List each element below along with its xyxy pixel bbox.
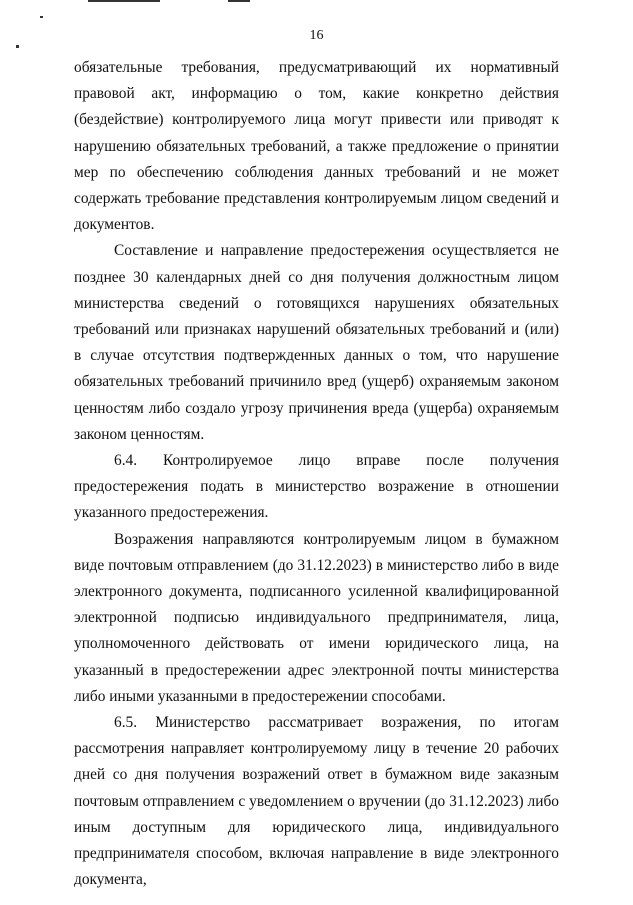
scan-artifact-top-line xyxy=(228,0,250,2)
paragraph-continuation: обязательные требования, предусматривающий их нормативный правовой акт, информацию о том, какие конкретно действия (бездействие) контролируемого лица могут привести или приводят к нарушению обязательных требований, а также предложение о принятии мер по обеспечению соблюдения данных требований и не может содержать требование представления контролируемым лицом сведений и документов. xyxy=(74,59,559,234)
paragraph-warning-timing: Составление и направление предостережения осуществляется не позднее 30 календарных дней со дня получения должностным лицом министерства сведений о готовящихся нарушениях обязательных требований или признаках нарушений обязательных требований и (или) в случае отсутствия подтвержденных данных о том, что нарушение обязательных требований причинило вред (ущерб) охраняемым законом ценностям либо создало угрозу причинения вреда (ущерба) охраняемым законом ценностям. xyxy=(74,242,559,443)
paragraph-clause-6-4: 6.4. Контролируемое лицо вправе после получения предостережения подать в министерство возражение в отношении указанного предостережения. xyxy=(74,452,559,522)
scan-artifact-top-line xyxy=(88,0,160,2)
document-body xyxy=(74,55,559,894)
page-number: 16 xyxy=(309,28,324,43)
scan-artifact-dot xyxy=(16,45,19,48)
paragraph-objections-delivery: Возражения направляются контролируемым лицом в бумажном виде почтовым отправлением (до 31.12.2023) в министерство либо в виде электронного документа, подписанного усиленной квалифицированной электронной подписью индивидуального предпринимателя, лица, уполномоченного действовать от имени юридического лица, на указанный в предостережении адрес электронной почты министерства либо иными указанными в предостережении способами. xyxy=(74,530,559,705)
scan-artifact-dot xyxy=(40,16,43,18)
paragraph-clause-6-5: 6.5. Министерство рассматривает возражения, по итогам рассмотрения направляет контролируемому лицу в течение 20 рабочих дней со дня получения возражений ответ в бумажном виде заказным почтовым отправлением с уведомлением о вручении (до 31.12.2023) либо иным доступным для юридического лица, индивидуального предпринимателя способом, включая направление в виде электронного документа, xyxy=(74,714,559,889)
